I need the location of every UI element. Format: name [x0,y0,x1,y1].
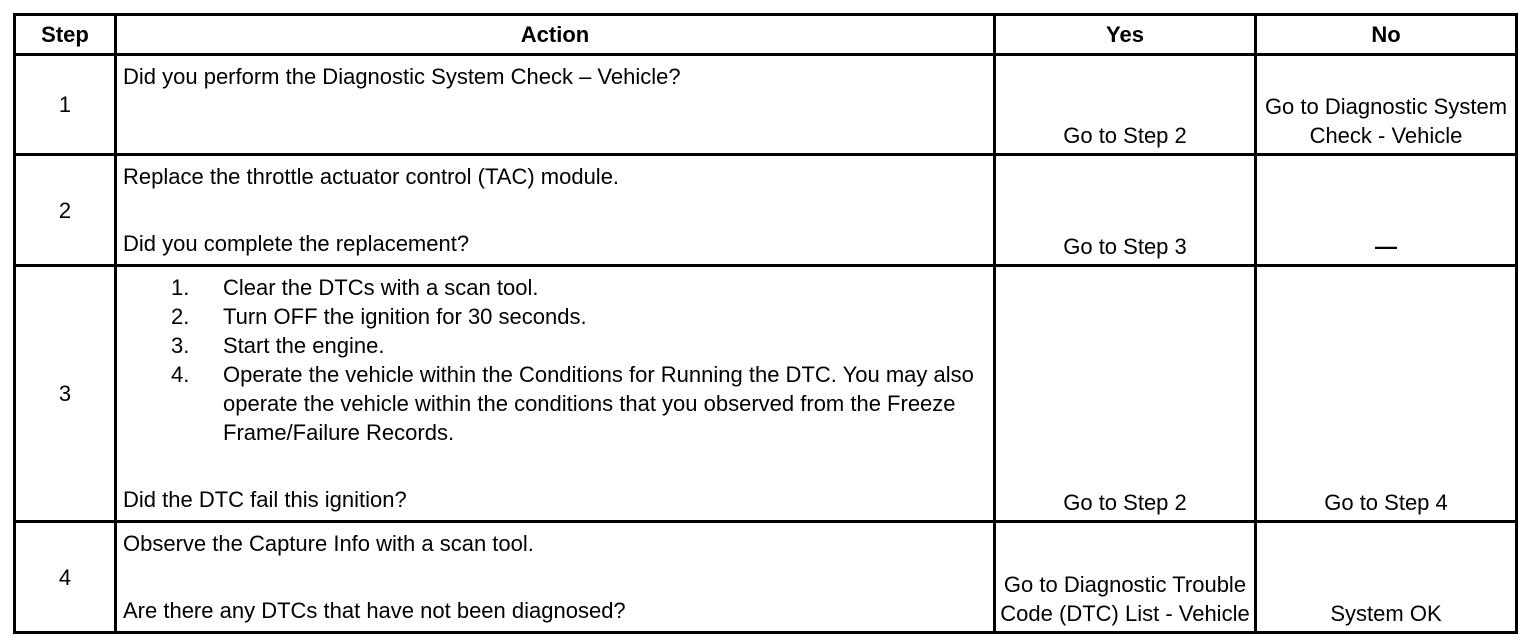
action-cell [116,266,995,522]
header-yes: Yes [995,15,1256,55]
yes-link[interactable]: Go to Step 2 [1063,490,1187,515]
no-cell [1256,266,1517,522]
no-cell [1256,55,1517,155]
yes-cell [995,55,1256,155]
table-row [15,522,1517,633]
list-item-number: 1. [171,275,190,300]
diagnostic-table [13,13,1518,634]
procedure-list [123,273,987,447]
action-text: Replace the throttle actuator control (TAC) module. [123,164,620,189]
action-question: Are there any DTCs that have not been diagnosed? [123,598,626,623]
header-action: Action [116,15,995,55]
yes-cell [995,522,1256,633]
yes-link[interactable]: Go to Step 2 [1063,123,1187,148]
list-item [123,273,987,302]
no-link[interactable]: Go to Diagnostic System Check - Vehicle [1264,94,1508,148]
header-row [15,15,1517,55]
no-link[interactable]: Go to Step 4 [1324,490,1448,515]
table-row [15,55,1517,155]
list-item-text: Start the engine. [223,333,385,358]
action-cell [116,55,995,155]
header-no: No [1256,15,1517,55]
no-cell [1256,155,1517,266]
list-item-number: 3. [171,333,190,358]
action-question: Did you complete the replacement? [123,231,470,256]
list-item-text: Turn OFF the ignition for 30 seconds. [223,304,587,329]
yes-link[interactable]: Go to Step 3 [1063,234,1187,259]
action-question: Did the DTC fail this ignition? [123,487,407,512]
list-item-number: 4. [171,362,190,387]
table-row [15,155,1517,266]
header-step: Step [15,15,116,55]
step-number: 2 [15,155,116,266]
step-number: 3 [15,266,116,522]
list-item [123,302,987,331]
action-cell [116,522,995,633]
yes-cell [995,155,1256,266]
list-item-text: Operate the vehicle within the Conditions for Running the DTC. You may also operate the vehicle within the conditions that you observed from the Freeze Frame/Failure Records. [223,362,974,445]
action-text: Observe the Capture Info with a scan tool. [123,531,534,556]
diagnostic-table-container [13,13,1515,634]
list-item-text: Clear the DTCs with a scan tool. [223,275,539,300]
list-item [123,360,987,447]
action-text: Did you perform the Diagnostic System Check – Vehicle? [123,64,681,89]
no-cell [1256,522,1517,633]
table-row [15,266,1517,522]
list-item [123,331,987,360]
yes-link[interactable]: Go to Diagnostic Trouble Code (DTC) List - Vehicle [1000,572,1250,626]
step-number: 4 [15,522,116,633]
list-item-number: 2. [171,304,190,329]
action-cell [116,155,995,266]
step-number: 1 [15,55,116,155]
no-value-dash: — [1375,234,1397,259]
yes-cell [995,266,1256,522]
no-value: System OK [1330,601,1442,626]
